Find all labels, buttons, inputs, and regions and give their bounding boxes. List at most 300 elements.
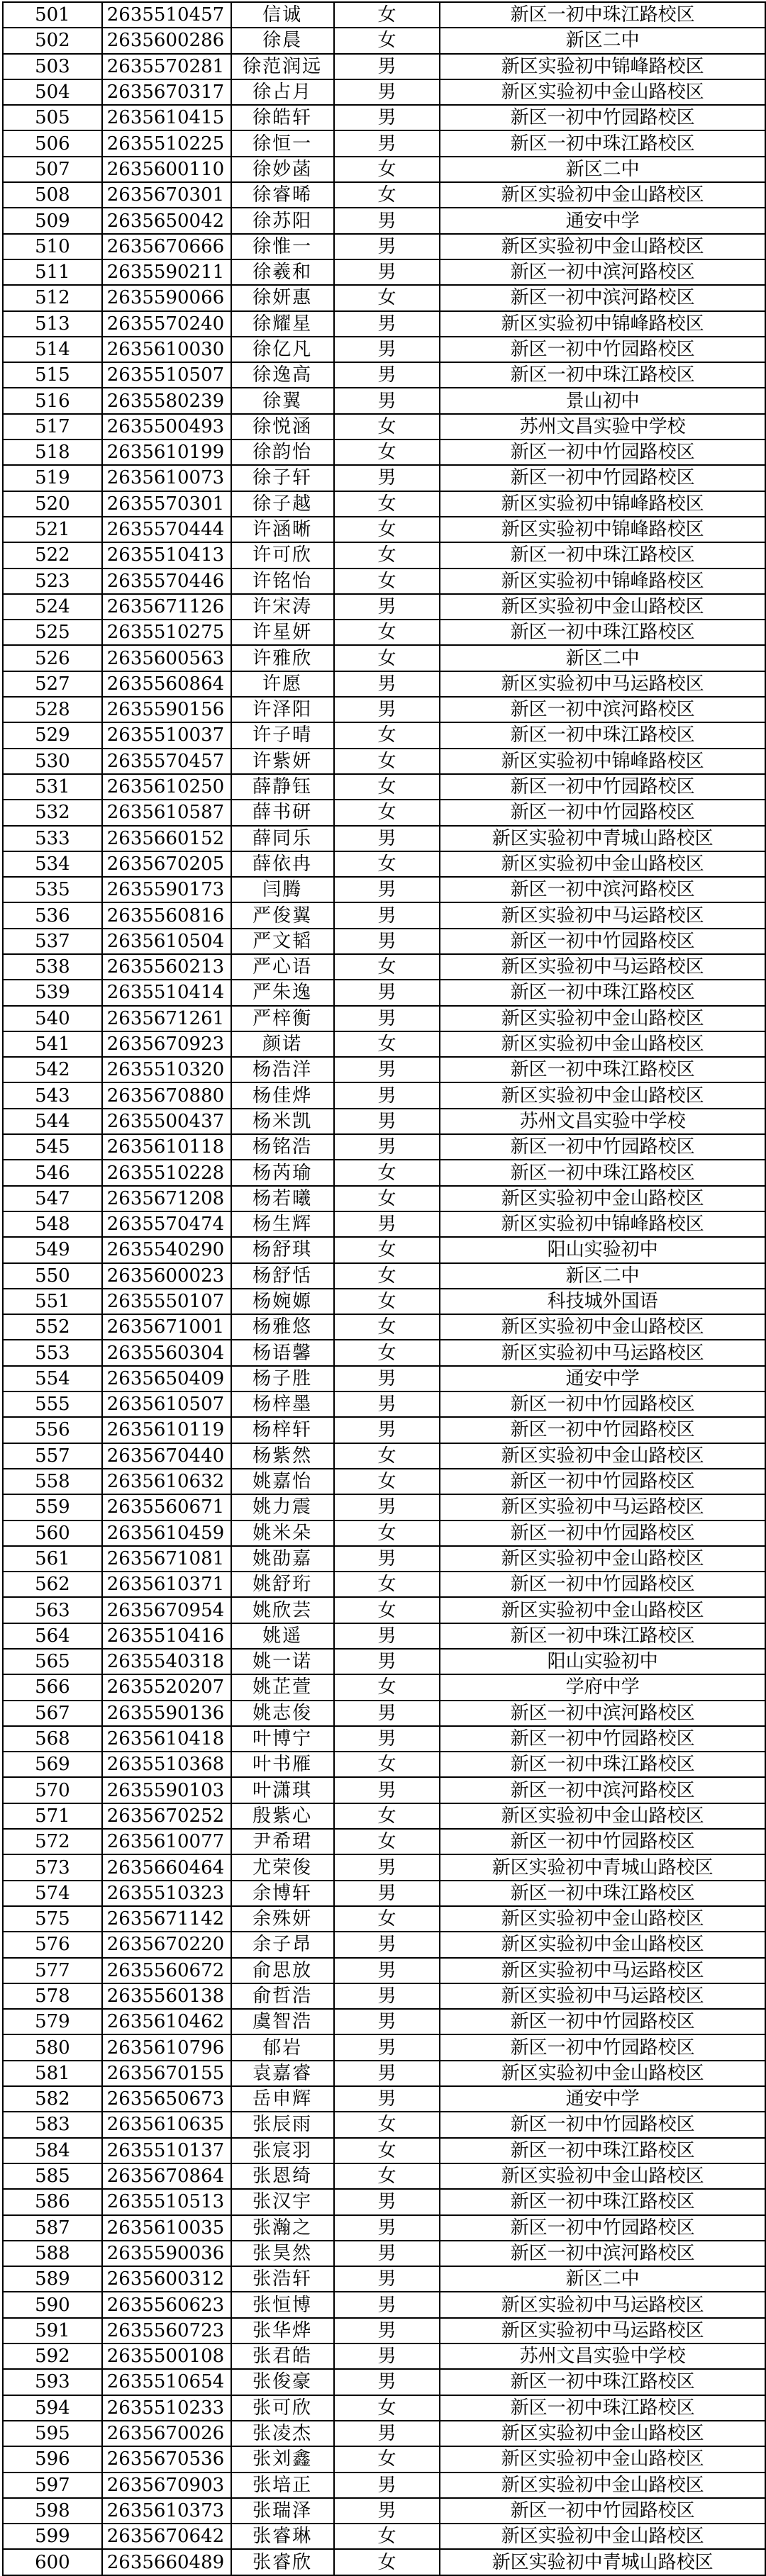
name-cell: 张俊豪 [231,2369,334,2395]
school-cell: 新区一初中竹园路校区 [440,929,765,954]
name-cell: 杨梓墨 [231,1391,334,1417]
name-cell: 严俊翼 [231,902,334,928]
gender-cell: 男 [334,1417,440,1443]
row-number-cell: 554 [3,1366,102,1391]
table-row [3,569,765,594]
school-cell: 新区一初中珠江路校区 [440,2189,765,2214]
row-number-cell: 584 [3,2138,102,2163]
row-number-cell: 508 [3,182,102,208]
exam-id-cell: 2635500493 [102,414,231,439]
row-number-cell: 576 [3,1932,102,1957]
table-row [3,1546,765,1572]
exam-id-cell: 2635510233 [102,2395,231,2421]
gender-cell: 男 [334,54,440,79]
row-number-cell: 524 [3,594,102,620]
exam-id-cell: 2635610459 [102,1521,231,1546]
name-cell: 张浩轩 [231,2266,334,2292]
row-number-cell: 577 [3,1958,102,1983]
gender-cell: 男 [334,130,440,156]
gender-cell: 女 [334,722,440,748]
exam-id-cell: 2635670301 [102,182,231,208]
gender-cell: 女 [334,157,440,182]
table-row [3,2369,765,2395]
name-cell: 杨佳烨 [231,1082,334,1108]
school-cell: 新区一初中竹园路校区 [440,1726,765,1752]
table-row [3,1314,765,1340]
gender-cell: 男 [334,1134,440,1160]
table-row [3,2292,765,2317]
row-number-cell: 525 [3,620,102,645]
exam-id-cell: 2635500437 [102,1109,231,1134]
school-cell: 新区一初中珠江路校区 [440,1057,765,1082]
name-cell: 姚欣芸 [231,1597,334,1623]
row-number-cell: 568 [3,1726,102,1752]
row-number-cell: 579 [3,2009,102,2034]
table-row [3,2446,765,2472]
row-number-cell: 592 [3,2343,102,2369]
row-number-cell: 539 [3,980,102,1005]
gender-cell: 女 [334,1340,440,1365]
gender-cell: 男 [334,2292,440,2317]
table-row [3,130,765,156]
school-cell: 新区实验初中马运路校区 [440,1494,765,1520]
name-cell: 许愿 [231,671,334,697]
table-row [3,2498,765,2524]
table-row [3,774,765,800]
name-cell: 俞哲浩 [231,1983,334,2009]
exam-id-cell: 2635660464 [102,1854,231,1880]
name-cell: 张培正 [231,2473,334,2498]
gender-cell: 男 [334,2318,440,2343]
table-row [3,1109,765,1134]
school-cell: 新区实验初中金山路校区 [440,1314,765,1340]
gender-cell: 男 [334,259,440,285]
table-row [3,620,765,645]
exam-id-cell: 2635600110 [102,157,231,182]
table-row [3,1906,765,1932]
name-cell: 姚劭嘉 [231,1546,334,1572]
row-number-cell: 523 [3,569,102,594]
table-row [3,826,765,851]
row-number-cell: 598 [3,2498,102,2524]
name-cell: 许雅欣 [231,645,334,671]
school-cell: 新区实验初中锦峰路校区 [440,1211,765,1237]
gender-cell: 男 [334,105,440,130]
school-cell: 新区实验初中金山路校区 [440,1186,765,1211]
exam-id-cell: 2635671261 [102,1006,231,1031]
name-cell: 杨紫然 [231,1443,334,1469]
row-number-cell: 573 [3,1854,102,1880]
exam-id-cell: 2635670536 [102,2446,231,2472]
gender-cell: 男 [334,1777,440,1803]
table-row [3,902,765,928]
table-row [3,2524,765,2549]
table-row [3,1701,765,1726]
gender-cell: 男 [334,1391,440,1417]
school-cell: 新区实验初中金山路校区 [440,2473,765,2498]
row-number-cell: 507 [3,157,102,182]
school-cell: 新区一初中竹园路校区 [440,465,765,491]
row-number-cell: 595 [3,2421,102,2446]
gender-cell: 男 [334,2215,440,2241]
gender-cell: 女 [334,2,440,28]
exam-id-cell: 2635610119 [102,1417,231,1443]
gender-cell: 男 [334,980,440,1005]
exam-id-cell: 2635610035 [102,2215,231,2241]
row-number-cell: 588 [3,2241,102,2266]
row-number-cell: 543 [3,1082,102,1108]
name-cell: 徐羲和 [231,259,334,285]
table-row [3,234,765,259]
student-roster-table [2,1,766,2576]
exam-id-cell: 2635660489 [102,2549,231,2575]
name-cell: 薛依冉 [231,851,334,877]
school-cell: 新区一初中珠江路校区 [440,2369,765,2395]
exam-id-cell: 2635610507 [102,1391,231,1417]
exam-id-cell: 2635560623 [102,2292,231,2317]
gender-cell: 女 [334,1031,440,1057]
table-row [3,2034,765,2060]
exam-id-cell: 2635570444 [102,517,231,542]
table-row [3,1289,765,1314]
school-cell: 新区实验初中锦峰路校区 [440,517,765,542]
name-cell: 杨梓轩 [231,1417,334,1443]
name-cell: 严朱逸 [231,980,334,1005]
name-cell: 徐恒一 [231,130,334,156]
table-row [3,2009,765,2034]
exam-id-cell: 2635610418 [102,1726,231,1752]
name-cell: 徐占月 [231,79,334,105]
row-number-cell: 553 [3,1340,102,1365]
row-number-cell: 566 [3,1674,102,1700]
table-row [3,79,765,105]
school-cell: 新区实验初中金山路校区 [440,1803,765,1829]
exam-id-cell: 2635510323 [102,1881,231,1906]
table-row [3,337,765,362]
school-cell: 新区实验初中青城山路校区 [440,2549,765,2575]
row-number-cell: 501 [3,2,102,28]
row-number-cell: 549 [3,1237,102,1262]
gender-cell: 男 [334,208,440,233]
name-cell: 杨若曦 [231,1186,334,1211]
exam-id-cell: 2635610415 [102,105,231,130]
row-number-cell: 548 [3,1211,102,1237]
gender-cell: 女 [334,645,440,671]
gender-cell: 女 [334,620,440,645]
name-cell: 张凌杰 [231,2421,334,2446]
gender-cell: 男 [334,1701,440,1726]
gender-cell: 男 [334,1958,440,1983]
name-cell: 杨米凯 [231,1109,334,1134]
row-number-cell: 514 [3,337,102,362]
gender-cell: 女 [334,491,440,517]
name-cell: 张汉宇 [231,2189,334,2214]
row-number-cell: 505 [3,105,102,130]
table-row [3,1366,765,1391]
name-cell: 徐妙菡 [231,157,334,182]
name-cell: 徐子越 [231,491,334,517]
row-number-cell: 540 [3,1006,102,1031]
name-cell: 徐逸高 [231,362,334,388]
exam-id-cell: 2635510225 [102,130,231,156]
exam-id-cell: 2635510416 [102,1623,231,1649]
row-number-cell: 560 [3,1521,102,1546]
school-cell: 新区一初中滨河路校区 [440,285,765,310]
exam-id-cell: 2635610632 [102,1469,231,1494]
exam-id-cell: 2635570474 [102,1211,231,1237]
gender-cell: 女 [334,1160,440,1185]
row-number-cell: 574 [3,1881,102,1906]
gender-cell: 女 [334,2112,440,2137]
exam-id-cell: 2635560672 [102,1958,231,1983]
school-cell: 科技城外国语 [440,1289,765,1314]
school-cell: 新区一初中珠江路校区 [440,1752,765,1777]
exam-id-cell: 2635510228 [102,1160,231,1185]
gender-cell: 女 [334,569,440,594]
school-cell: 景山初中 [440,388,765,413]
gender-cell: 女 [334,1186,440,1211]
table-row [3,1340,765,1365]
school-cell: 新区实验初中马运路校区 [440,1340,765,1365]
exam-id-cell: 2635500108 [102,2343,231,2369]
table-row [3,1829,765,1854]
exam-id-cell: 2635540290 [102,1237,231,1262]
school-cell: 新区一初中珠江路校区 [440,722,765,748]
row-number-cell: 510 [3,234,102,259]
gender-cell: 男 [334,929,440,954]
table-row [3,414,765,439]
name-cell: 许宋涛 [231,594,334,620]
name-cell: 尤荣俊 [231,1854,334,1880]
exam-id-cell: 2635520207 [102,1674,231,1700]
row-number-cell: 593 [3,2369,102,2395]
exam-id-cell: 2635590136 [102,1701,231,1726]
gender-cell: 男 [334,877,440,902]
exam-id-cell: 2635610199 [102,439,231,465]
name-cell: 张睿欣 [231,2549,334,2575]
exam-id-cell: 2635600563 [102,645,231,671]
exam-id-cell: 2635670864 [102,2163,231,2189]
name-cell: 薛静钰 [231,774,334,800]
exam-id-cell: 2635510137 [102,2138,231,2163]
row-number-cell: 550 [3,1263,102,1289]
table-row [3,2112,765,2137]
gender-cell: 男 [334,2034,440,2060]
exam-id-cell: 2635550107 [102,1289,231,1314]
gender-cell: 女 [334,2138,440,2163]
table-row [3,54,765,79]
name-cell: 杨浩洋 [231,1057,334,1082]
gender-cell: 男 [334,697,440,722]
school-cell: 新区二中 [440,1263,765,1289]
row-number-cell: 530 [3,749,102,774]
exam-id-cell: 2635650409 [102,1366,231,1391]
gender-cell: 女 [334,1469,440,1494]
table-row [3,2549,765,2575]
name-cell: 郁岩 [231,2034,334,2060]
table-row [3,439,765,465]
table-row [3,594,765,620]
table-row [3,2086,765,2112]
table-row [3,1031,765,1057]
table-row [3,1521,765,1546]
school-cell: 新区实验初中金山路校区 [440,2421,765,2446]
row-number-cell: 572 [3,1829,102,1854]
name-cell: 张昊然 [231,2241,334,2266]
name-cell: 严心语 [231,954,334,980]
exam-id-cell: 2635610587 [102,800,231,825]
exam-id-cell: 2635670903 [102,2473,231,2498]
school-cell: 新区一初中竹园路校区 [440,1829,765,1854]
school-cell: 苏州文昌实验中学校 [440,1109,765,1134]
row-number-cell: 594 [3,2395,102,2421]
row-number-cell: 541 [3,1031,102,1057]
gender-cell: 女 [334,1674,440,1700]
table-row [3,645,765,671]
name-cell: 姚遥 [231,1623,334,1649]
school-cell: 新区一初中珠江路校区 [440,1881,765,1906]
exam-id-cell: 2635510654 [102,2369,231,2395]
school-cell: 新区一初中珠江路校区 [440,620,765,645]
name-cell: 杨铭浩 [231,1134,334,1160]
school-cell: 新区一初中滨河路校区 [440,877,765,902]
school-cell: 新区实验初中金山路校区 [440,79,765,105]
exam-id-cell: 2635670666 [102,234,231,259]
table-row [3,542,765,568]
row-number-cell: 569 [3,1752,102,1777]
exam-id-cell: 2635570301 [102,491,231,517]
school-cell: 新区一初中竹园路校区 [440,1391,765,1417]
school-cell: 新区一初中滨河路校区 [440,2241,765,2266]
gender-cell: 男 [334,1881,440,1906]
exam-id-cell: 2635570457 [102,749,231,774]
school-cell: 新区一初中竹园路校区 [440,1572,765,1597]
row-number-cell: 587 [3,2215,102,2241]
school-cell: 学府中学 [440,1674,765,1700]
gender-cell: 女 [334,28,440,53]
table-row [3,1572,765,1597]
row-number-cell: 581 [3,2061,102,2086]
row-number-cell: 515 [3,362,102,388]
gender-cell: 女 [334,2395,440,2421]
exam-id-cell: 2635590066 [102,285,231,310]
table-row [3,1211,765,1237]
row-number-cell: 527 [3,671,102,697]
exam-id-cell: 2635670954 [102,1597,231,1623]
school-cell: 新区一初中珠江路校区 [440,2138,765,2163]
gender-cell: 男 [334,2009,440,2034]
exam-id-cell: 2635610030 [102,337,231,362]
name-cell: 叶书雁 [231,1752,334,1777]
table-row [3,1186,765,1211]
exam-id-cell: 2635590036 [102,2241,231,2266]
name-cell: 徐子轩 [231,465,334,491]
exam-id-cell: 2635510368 [102,1752,231,1777]
exam-id-cell: 2635610077 [102,1829,231,1854]
name-cell: 徐耀星 [231,311,334,337]
name-cell: 姚嘉怡 [231,1469,334,1494]
gender-cell: 男 [334,1211,440,1237]
exam-id-cell: 2635600023 [102,1263,231,1289]
table-row [3,2343,765,2369]
school-cell: 新区实验初中金山路校区 [440,1546,765,1572]
exam-id-cell: 2635671001 [102,1314,231,1340]
row-number-cell: 534 [3,851,102,877]
row-number-cell: 511 [3,259,102,285]
table-row [3,1082,765,1108]
gender-cell: 男 [334,465,440,491]
exam-id-cell: 2635580239 [102,388,231,413]
school-cell: 新区一初中竹园路校区 [440,1469,765,1494]
table-row [3,1958,765,1983]
gender-cell: 男 [334,671,440,697]
exam-id-cell: 2635590211 [102,259,231,285]
table-row [3,877,765,902]
exam-id-cell: 2635610250 [102,774,231,800]
exam-id-cell: 2635560304 [102,1340,231,1365]
school-cell: 新区实验初中锦峰路校区 [440,749,765,774]
exam-id-cell: 2635610371 [102,1572,231,1597]
school-cell: 新区一初中滨河路校区 [440,697,765,722]
school-cell: 新区实验初中青城山路校区 [440,826,765,851]
exam-id-cell: 2635670923 [102,1031,231,1057]
name-cell: 姚一诺 [231,1649,334,1674]
exam-id-cell: 2635670205 [102,851,231,877]
gender-cell: 女 [334,851,440,877]
table-row [3,1443,765,1469]
exam-id-cell: 2635570240 [102,311,231,337]
row-number-cell: 565 [3,1649,102,1674]
table-row [3,800,765,825]
name-cell: 张恩绮 [231,2163,334,2189]
exam-id-cell: 2635560723 [102,2318,231,2343]
gender-cell: 男 [334,2473,440,2498]
row-number-cell: 538 [3,954,102,980]
gender-cell: 女 [334,1597,440,1623]
name-cell: 张瑞泽 [231,2498,334,2524]
exam-id-cell: 2635671142 [102,1906,231,1932]
school-cell: 新区实验初中金山路校区 [440,2524,765,2549]
name-cell: 虞智浩 [231,2009,334,2034]
exam-id-cell: 2635670642 [102,2524,231,2549]
name-cell: 杨子胜 [231,1366,334,1391]
school-cell: 新区一初中珠江路校区 [440,1623,765,1649]
gender-cell: 女 [334,2549,440,2575]
name-cell: 徐翼 [231,388,334,413]
exam-id-cell: 2635670252 [102,1803,231,1829]
school-cell: 新区实验初中马运路校区 [440,671,765,697]
table-row [3,388,765,413]
row-number-cell: 545 [3,1134,102,1160]
table-row [3,722,765,748]
row-number-cell: 520 [3,491,102,517]
school-cell: 新区一初中竹园路校区 [440,800,765,825]
row-number-cell: 600 [3,2549,102,2575]
gender-cell: 女 [334,414,440,439]
exam-id-cell: 2635600312 [102,2266,231,2292]
name-cell: 余殊妍 [231,1906,334,1932]
row-number-cell: 552 [3,1314,102,1340]
school-cell: 新区实验初中马运路校区 [440,902,765,928]
table-row [3,182,765,208]
name-cell: 杨舒琪 [231,1237,334,1262]
name-cell: 余博轩 [231,1881,334,1906]
name-cell: 徐皓轩 [231,105,334,130]
school-cell: 新区实验初中金山路校区 [440,851,765,877]
table-row [3,2421,765,2446]
name-cell: 张可欣 [231,2395,334,2421]
school-cell: 新区实验初中马运路校区 [440,2318,765,2343]
